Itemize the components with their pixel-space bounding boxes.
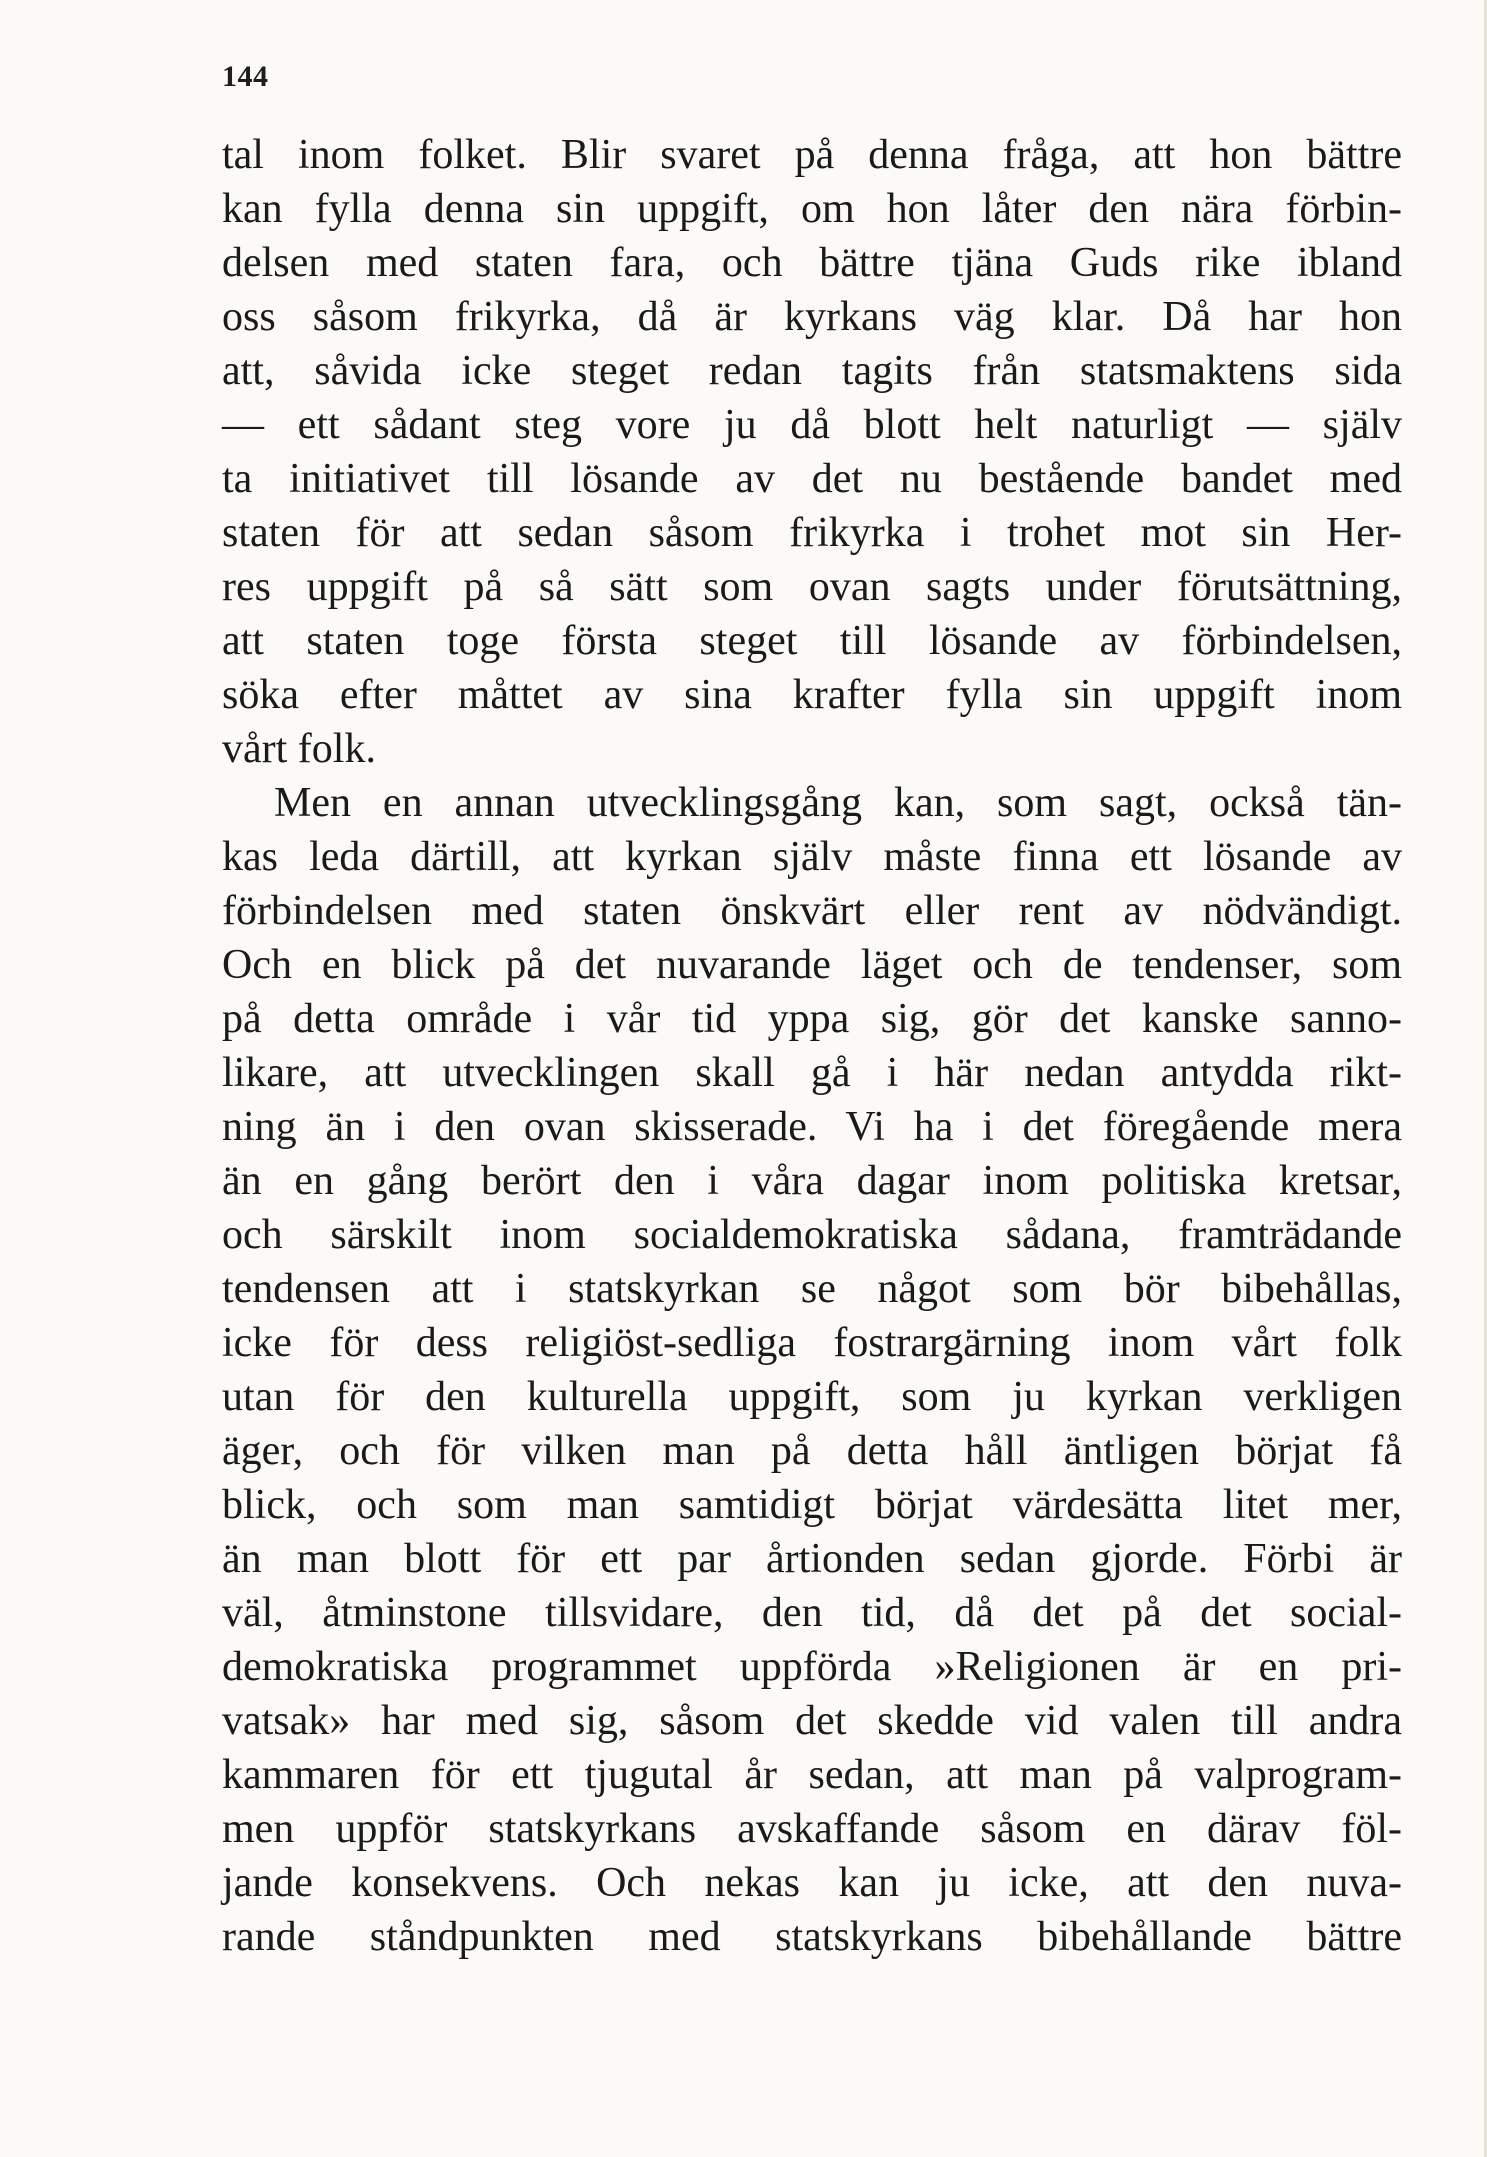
text-line: demokratiska programmet uppförda »Religionen är en pri- [222, 1644, 1402, 1690]
text-line: tal inom folket. Blir svaret på denna fråga, att hon bättre [222, 132, 1402, 178]
text-line: kammaren för ett tjugutal år sedan, att man på valprogram- [222, 1752, 1402, 1798]
text-line: blick, och som man samtidigt börjat värdesätta litet mer, [222, 1482, 1402, 1528]
text-line: Och en blick på det nuvarande läget och de tendenser, som [222, 942, 1402, 988]
text-line: och särskilt inom socialdemokratiska sådana, framträdande [222, 1212, 1402, 1258]
text-line: res uppgift på så sätt som ovan sagts under förutsättning, [222, 564, 1402, 610]
page-number: 144 [222, 60, 269, 93]
text-line: på detta område i vår tid yppa sig, gör det kanske sanno- [222, 996, 1402, 1042]
text-line: att, såvida icke steget redan tagits från statsmaktens sida [222, 348, 1402, 394]
text-line: rande ståndpunkten med statskyrkans bibehållande bättre [222, 1914, 1402, 1960]
text-line: ning än i den ovan skisserade. Vi ha i det föregående mera [222, 1104, 1402, 1150]
text-line: kan fylla denna sin uppgift, om hon låter den nära förbin- [222, 186, 1402, 232]
text-line: jande konsekvens. Och nekas kan ju icke, att den nuva- [222, 1860, 1402, 1906]
text-line: söka efter måttet av sina krafter fylla sin uppgift inom [222, 672, 1402, 718]
text-line: men uppför statskyrkans avskaffande såsom en därav föl- [222, 1806, 1402, 1852]
text-line: — ett sådant steg vore ju då blott helt naturligt — själv [222, 402, 1402, 448]
text-line: utan för den kulturella uppgift, som ju kyrkan verkligen [222, 1374, 1402, 1420]
text-line: delsen med staten fara, och bättre tjäna Guds rike ibland [222, 240, 1402, 286]
text-line: förbindelsen med staten önskvärt eller rent av nödvändigt. [222, 888, 1402, 934]
text-line: ta initiativet till lösande av det nu bestående bandet med [222, 456, 1402, 502]
text-line: väl, åtminstone tillsvidare, den tid, då det på det social- [222, 1590, 1402, 1636]
text-line: oss såsom frikyrka, då är kyrkans väg klar. Då har hon [222, 294, 1402, 340]
text-line: icke för dess religiöst-sedliga fostrargärning inom vårt folk [222, 1320, 1402, 1366]
text-line: tendensen att i statskyrkan se något som bör bibehållas, [222, 1266, 1402, 1312]
text-line: staten för att sedan såsom frikyrka i trohet mot sin Her- [222, 510, 1402, 556]
text-line: än man blott för ett par årtionden sedan gjorde. Förbi är [222, 1536, 1402, 1582]
text-line: att staten toge första steget till lösande av förbindelsen, [222, 618, 1402, 664]
text-line: Men en annan utvecklingsgång kan, som sagt, också tän- [274, 780, 1402, 826]
text-line: vatsak» har med sig, såsom det skedde vid valen till andra [222, 1698, 1402, 1744]
text-line: kas leda därtill, att kyrkan själv måste finna ett lösande av [222, 834, 1402, 880]
body-text [222, 128, 1402, 1964]
text-line: vårt folk. [222, 726, 376, 772]
text-line: än en gång berört den i våra dagar inom politiska kretsar, [222, 1158, 1402, 1204]
text-line: likare, att utvecklingen skall gå i här nedan antydda rikt- [222, 1050, 1402, 1096]
text-line: äger, och för vilken man på detta håll äntligen börjat få [222, 1428, 1402, 1474]
